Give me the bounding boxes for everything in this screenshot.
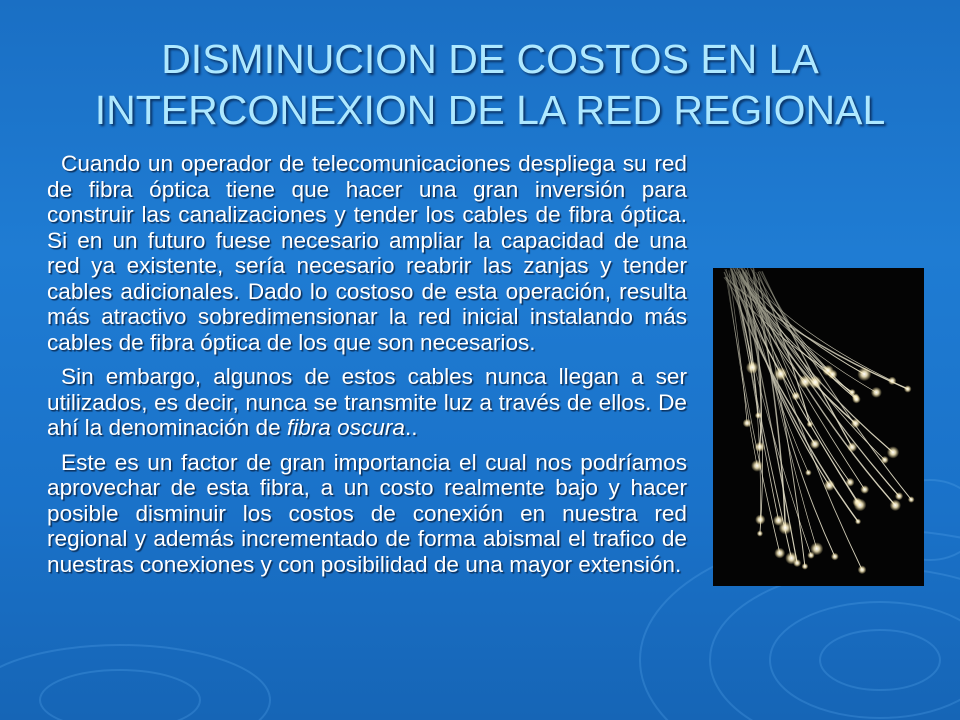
fiber-glow-tip	[887, 446, 899, 458]
fiber-glow-tip	[751, 460, 763, 472]
fiber-glow-tip	[774, 367, 788, 381]
fiber-glow-tip	[846, 478, 855, 487]
title-line-2: INTERCONEXION DE LA RED REGIONAL	[94, 87, 886, 133]
slide-title	[40, 34, 940, 136]
fiber-glow-tip	[810, 439, 820, 449]
title-line-1: DISMINUCION DE COSTOS EN LA	[161, 36, 819, 82]
fiber-glow-tip	[743, 419, 752, 428]
fiber-glow-tip	[858, 565, 867, 574]
fiber-glow-tip	[831, 553, 839, 561]
fiber-glow-tip	[746, 361, 759, 374]
fiber-glow-tip	[755, 514, 765, 524]
fiber-glow-tip	[755, 442, 765, 452]
fiber-glow-tip	[785, 552, 798, 565]
fiber-glow-tip	[847, 442, 857, 452]
fiber-glow-tip	[871, 387, 882, 398]
fiber-glow-tip	[855, 518, 861, 524]
fiber-glow-tip	[860, 485, 869, 494]
body-text	[47, 151, 687, 586]
fiber-glow-tip	[791, 392, 800, 401]
fiber-strands-illustration	[713, 268, 924, 586]
fiber-glow-tip	[828, 369, 838, 379]
fiber-glow-tip	[854, 499, 867, 512]
fiber-glow-tip	[895, 492, 903, 500]
fibra-oscura-term: fibra oscura	[286, 415, 405, 440]
paragraph-1: Cuando un operador de telecomunicaciones despliega su red de fibra óptica tiene que hacer una gran inversión para construir las canalizaciones y tender los cables de fibra óptica. Si en un futuro fuese necesario ampliar la capacidad de una red ya existente, sería necesario reabrir las zanjas y tender cables adicionales. Dado lo costoso de esta operación, resulta más atractivo sobredimensionar la red inicial instalando más cables de fibra óptica de los que son necesarios.	[47, 151, 687, 355]
fiber-glow-tip	[888, 377, 896, 385]
fiber-optic-photo	[713, 268, 924, 586]
fiber-glow-tip	[807, 421, 814, 428]
fiber-glow-tip	[851, 419, 861, 429]
fiber-glow-tip	[904, 385, 912, 393]
fiber-glow-tip	[908, 496, 915, 503]
paragraph-3: Este es un factor de gran importancia el cual nos podríamos aprovechar de esta fibra, a un costo realmente bajo y hacer posible disminuir los costos de conexión en nuestra red regional y además incrementado de forma abismal el trafico de nuestras conexiones y con posibilidad de una mayor extensión.	[47, 449, 687, 577]
paragraph-2-text: Sin embargo, algunos de estos cables nunca llegan a ser utilizados, es decir, nunca se transmite luz a través de ellos. De ahí la denominación de	[47, 364, 687, 440]
fiber-glow-tip	[802, 563, 809, 570]
fiber-glow-tip	[857, 367, 871, 381]
fiber-glow-tip	[881, 456, 889, 464]
fiber-glow-tip	[755, 412, 762, 419]
paragraph-2-end: ..	[404, 415, 418, 440]
fiber-glow-tip	[773, 515, 784, 526]
fiber-glow-tip	[849, 389, 856, 396]
fiber-glow-tip	[799, 375, 812, 388]
fiber-glow-tip	[852, 395, 861, 404]
fiber-glow-tip	[824, 480, 835, 491]
fiber-glow-tip	[890, 500, 901, 511]
fiber-glow-tip	[805, 469, 811, 475]
fiber-glow-tip	[774, 548, 785, 559]
fiber-glow-tip	[757, 530, 763, 536]
fiber-glow-tip	[810, 542, 823, 555]
paragraph-2	[47, 364, 687, 441]
